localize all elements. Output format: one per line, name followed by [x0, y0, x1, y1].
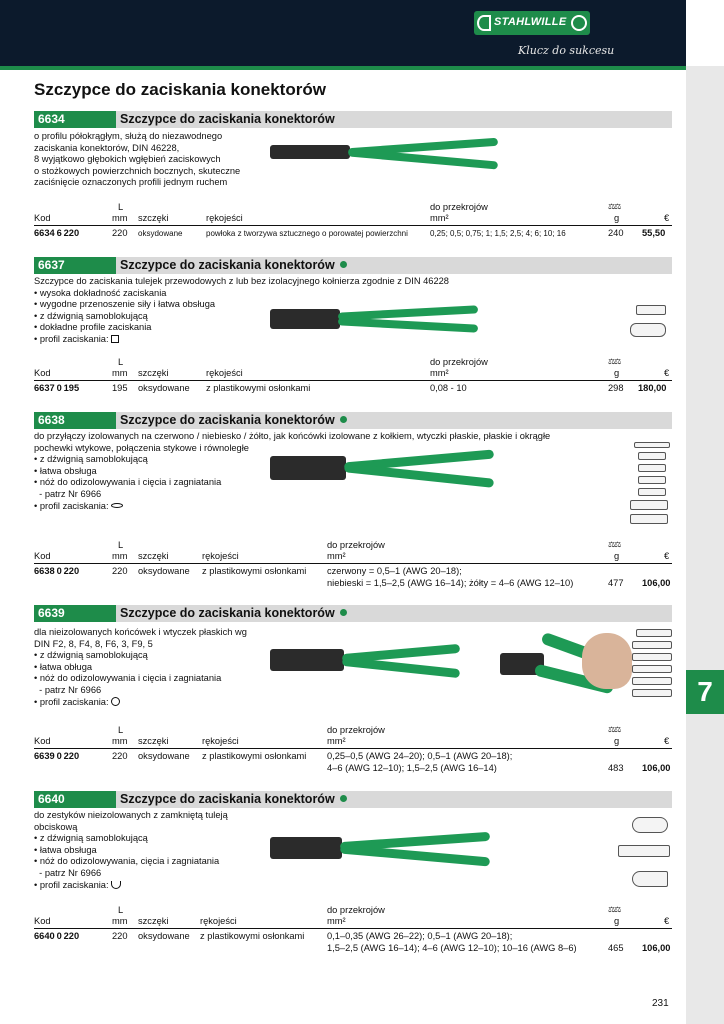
section-6637: 6637 Szczypce do zaciskania konektorów Szczypce do zaciskania tulejek przewodowych z lub bez izolacyjnego kołnierza zgodnie z DIN 46228 • wysoka dokładność zaciskania • wygodne przenoszenie siły i łatwa obsługa • z dźwignią samoblokującą • dokładne profile zaciskania • profil zaciskania: L do przekrojów ⚖⚖ Kod mm szczęki rękojeści mm² g € 6637 0 195 195 oksydowane z plastikowymi osłonkami 0,08 - 10 298 180,00 [34, 257, 672, 274]
page-title: Szczypce do zaciskania konektorów [34, 80, 326, 99]
section-code: 6639 [34, 605, 116, 622]
logo-text: STAHLWILLE [494, 16, 567, 28]
page-number: 231 [652, 998, 669, 1009]
connector-image [634, 442, 670, 448]
header-green-rule [0, 66, 686, 70]
new-dot-icon [340, 795, 347, 802]
section-description: o profilu półokrągłym, służą do niezawodnego zaciskania konektorów, DIN 46228, 8 wyjątkowo głębokich wgłębień zaciskowych o stożkowych powierzchnich bocznych, skuteczne zaciśnięcie oznaczonych profili jednym ruchem [34, 131, 241, 188]
brand-slogan: Klucz do sukcesu [518, 44, 615, 57]
butt-connector-image [618, 845, 670, 857]
oval-profile-icon [111, 503, 123, 508]
product-code[interactable]: 6637 0 195 [34, 383, 80, 393]
connector-image [632, 653, 672, 661]
section-description: do zestyków nieizolowanych z zamkniętą tuleją obciskową • z dźwignią samoblokującą • łatwa obsługa • nóż do odizolowywania, cięcia i zagniatania - patrz Nr 6966 • profil zaciskania: [34, 810, 228, 890]
w-profile-icon [111, 881, 121, 889]
weight-icon: ⚖⚖ [608, 357, 621, 366]
weight-icon: ⚖⚖ [608, 905, 621, 914]
section-6640: 6640 Szczypce do zaciskania konektorów do zestyków nieizolowanych z zamkniętą tuleją obciskową • z dźwignią samoblokującą • łatwa obsługa • nóż do odizolowywania, cięcia i zagniatania - patrz Nr 6966 • profil zaciskania: L do przekrojów ⚖⚖ Kod mm szczęki rękojeści mm² g € 6640 0 220 220 oksydowane z plastikowymi osłonkami 0,1–0,35 (AWG 26–22); 0,5–1 (AWG 20–18); 1,5–2,5 (AWG 16–14); 4–6 (AWG 12–10); 10–16 (AWG 8–6) 465 106,00 [34, 792, 671, 953]
product-code[interactable]: 6638 0 220 [34, 566, 80, 576]
connector-image [636, 629, 672, 637]
section-code: 6638 [34, 412, 116, 429]
connector-image [630, 514, 668, 524]
product-code[interactable]: 6640 0 220 [34, 931, 80, 941]
connector-image [632, 641, 672, 649]
section-description: dla nieizolowanych końcówek i wtyczek płaskich wg DIN F2, 8, F4, 8, F6, 3, F9, 5 • z dźwignią samoblokującą • łatwa obługa • nóż do odizolowywania i cięcia i zagniatania - patrz Nr 6966 • profil zaciskania: [34, 627, 247, 707]
connector-image [632, 665, 672, 673]
section-description: do przyłączy izolowanych na czerwono / niebiesko / żółto, jak końcówki izolowane z kołkiem, wtyczki płaskie, płaskie i okrągłe pochewki wtykowe, połączenia stykowe i równoległe • z dźwignią samoblokującą • łatwa obsługa • nóż do odizolowywania i cięcia i zagniatania - patrz Nr 6966 • profil zaciskania: [34, 431, 551, 511]
connector-image [638, 452, 666, 460]
new-dot-icon [340, 609, 347, 616]
ferrule-image [636, 305, 666, 315]
fork-terminal-image [632, 871, 668, 887]
ring-terminal-image [632, 817, 668, 833]
section-6639: 6639 Szczypce do zaciskania konektorów dla nieizolowanych końcówek i wtyczek płaskich wg DIN F2, 8, F4, 8, F6, 3, F9, 5 • z dźwignią samoblokującą • łatwa obługa • nóż do odizolowywania i cięcia i zagniatania - patrz Nr 6966 • profil zaciskania: L do przekrojów ⚖⚖ Kod mm szczęki rękojeści mm² g € 6639 0 220 220 oksydowane z plastikowymi osłonkami 0,25–0,5 (AWG 24–20); 0,5–1 (AWG 20–18); 4–6 (AWG 12–10); 1,5–2,5 (AWG 16–14) 483 106,00 [34, 606, 671, 773]
section-header [34, 111, 672, 128]
section-title: Szczypce do zaciskania konektorów [120, 605, 347, 622]
section-6634: 6634 Szczypce do zaciskania konektorów o profilu półokrągłym, służą do niezawodnego zaciskania konektorów, DIN 46228, 8 wyjątkowo głębokich wgłębień zaciskowych o stożkowych powierzchnich bocznych, skuteczne zaciśnięcie oznaczonych profili jednym ruchem L do przekrojów ⚖⚖ Kod mm szczęki rękojeści mm² g € 6634 6 220 220 oksydowane powłoka z tworzywa sztucznego o porowatej powierzchni 0,25; 0,5; 0,75; 1; 1,5; 2,5; 4; 6; 10; 16 240 55,50 [34, 111, 672, 128]
new-dot-icon [340, 261, 347, 268]
section-title: Szczypce do zaciskania konektorów [120, 257, 347, 274]
side-strip [686, 66, 724, 1024]
connector-image [632, 689, 672, 697]
connector-image [638, 476, 666, 484]
section-title: Szczypce do zaciskania konektorów [120, 791, 347, 808]
section-header [34, 257, 672, 274]
ring-icon [571, 15, 587, 31]
top-banner [0, 0, 686, 66]
chapter-tab[interactable]: 7 [686, 670, 724, 714]
section-code: 6637 [34, 257, 116, 274]
stahlwille-logo [474, 11, 590, 35]
section-code: 6640 [34, 791, 116, 808]
top-corner [686, 0, 724, 66]
round-profile-icon [111, 697, 120, 706]
weight-icon: ⚖⚖ [608, 202, 621, 211]
section-description: Szczypce do zaciskania tulejek przewodowych z lub bez izolacyjnego kołnierza zgodnie z DIN 46228 • wysoka dokładność zaciskania • wygodne przenoszenie siły i łatwa obsługa • z dźwignią samoblokującą • dokładne profile zaciskania • profil zaciskania: [34, 276, 449, 344]
square-profile-icon [111, 335, 119, 343]
connector-image [638, 488, 666, 496]
new-dot-icon [340, 416, 347, 423]
section-title: Szczypce do zaciskania konektorów [120, 412, 347, 429]
weight-icon: ⚖⚖ [608, 725, 621, 734]
section-title: Szczypce do zaciskania konektorów [120, 112, 335, 126]
product-code[interactable]: 6639 0 220 [34, 751, 80, 761]
connector-image [632, 677, 672, 685]
connector-image [638, 464, 666, 472]
ferrule-image [630, 323, 666, 337]
product-code[interactable]: 6634 6 220 [34, 228, 80, 238]
weight-icon: ⚖⚖ [608, 540, 621, 549]
wrench-icon [477, 15, 491, 31]
connector-image [630, 500, 668, 510]
section-6638: 6638 Szczypce do zaciskania konektorów do przyłączy izolowanych na czerwono / niebiesko / żółto, jak końcówki izolowane z kołkiem, wtyczki płaskie, płaskie i okrągłe pochewki wtykowe, połączenia stykowe i równoległe • z dźwignią samoblokującą • łatwa obsługa • nóż do odizolowywania i cięcia i zagniatania - patrz Nr 6966 • profil zaciskania: L do przekrojów ⚖⚖ Kod mm szczęki rękojeści mm² g € 6638 0 220 220 oksydowane z plastikowymi osłonkami czerwony = 0,5–1 (AWG 20–18); niebieski = 1,5–2,5 (AWG 16–14); żółty = 4–6 (AWG 12–10) 477 106,00 [34, 413, 671, 588]
section-code: 6634 [34, 111, 116, 128]
